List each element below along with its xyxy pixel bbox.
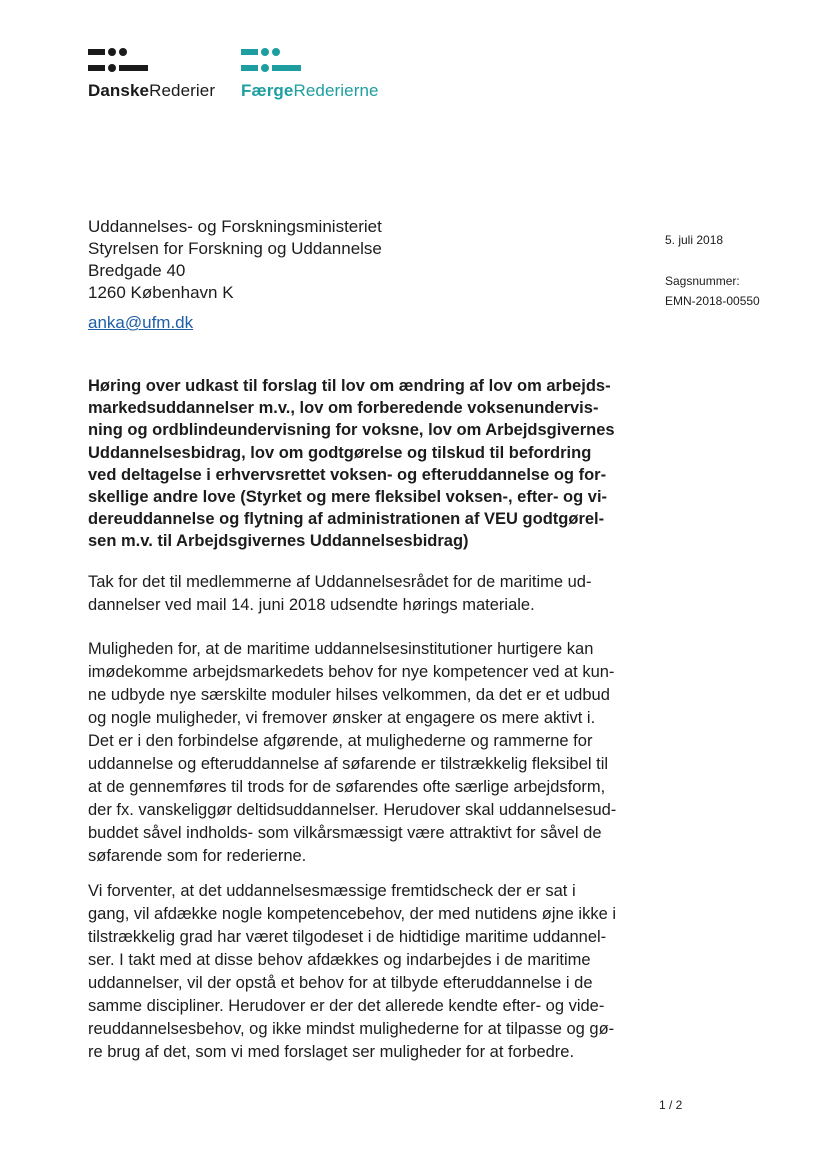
faerge-rederierne-logo-text: FærgeRederierne	[241, 81, 379, 100]
subject-line: markedsuddannelser m.v., lov om forberedende voksenundervis-	[88, 399, 599, 418]
danske-rederier-logo-mark	[88, 46, 148, 74]
paragraph-line: re brug af det, som vi med forslaget ser muligheder for at forbedre.	[88, 1043, 575, 1061]
paragraph-line: og nogle muligheder, vi fremover ønsker at engagere os mere aktivt i.	[88, 709, 596, 727]
recipient-line: Uddannelses- og Forskningsministeriet	[88, 217, 382, 236]
paragraph-line: Muligheden for, at de maritime uddannelsesinstitutioner hurtigere kan	[88, 640, 594, 658]
paragraph-line: Vi forventer, at det uddannelsesmæssige fremtidscheck der er sat i	[88, 882, 576, 900]
subject-line: sen m.v. til Arbejdsgivernes Uddannelsesbidrag)	[88, 532, 469, 551]
paragraph-line: ser. I takt med at disse behov afdækkes og indarbejdes i de maritime	[88, 951, 591, 969]
recipient-line: 1260 København K	[88, 283, 234, 302]
recipient-address	[88, 216, 382, 304]
danske-rederier-logo-text: DanskeRederier	[88, 81, 216, 100]
danske-rederier-logo	[88, 46, 215, 101]
paragraph-line: imødekomme arbejdsmarkedets behov for nye kompetencer ved at kun-	[88, 663, 615, 681]
paragraph-line: samme discipliner. Herudover er der det allerede kendte efter- og vide-	[88, 997, 605, 1015]
paragraph-line: buddet såvel indholds- som vilkårsmæssigt være attraktivt for såvel de	[88, 824, 602, 842]
subject-line: skellige andre love (Styrket og mere fleksibel voksen-, efter- og vi-	[88, 488, 608, 507]
letter-date: 5. juli 2018	[665, 233, 724, 247]
subject-line: dereuddannelse og flytning af administrationen af VEU godtgørel-	[88, 510, 605, 529]
paragraph-line: Tak for det til medlemmerne af Uddannelsesrådet for de maritime ud-	[88, 573, 592, 591]
paragraph-line: at de gennemføres til trods for de søfarendes ofte særlige arbejdsform,	[88, 778, 606, 796]
paragraph-line: uddannelse og efteruddannelse af søfarende er tilstrækkelig fleksibel til	[88, 755, 609, 773]
subject-line: Høring over udkast til forslag til lov om ændring af lov om arbejds-	[88, 377, 611, 395]
letter-subject	[88, 375, 628, 553]
faerge-rederierne-logo	[241, 46, 379, 101]
subject-line: ved deltagelse i erhvervsrettet voksen- og efteruddannelse og for-	[88, 465, 607, 484]
case-number-label: Sagsnummer:	[665, 274, 740, 288]
case-number: EMN-2018-00550	[665, 294, 760, 308]
faerge-rederierne-logo-mark	[241, 46, 301, 74]
paragraph-line: der fx. vanskeliggør deltidsuddannelser. Herudover skal uddannelsesud-	[88, 801, 617, 819]
page-number: 1 / 2	[659, 1098, 683, 1112]
recipient-line: Styrelsen for Forskning og Uddannelse	[88, 239, 382, 258]
paragraph-line: gang, vil afdække nogle kompetencebehov, der med nutidens øjne ikke i	[88, 905, 617, 923]
paragraph-line: tilstrækkelig grad har været tilgodeset i de hidtidige maritime uddannel-	[88, 928, 607, 946]
paragraph-line: uddannelser, vil der opstå et behov for at tilbyde efteruddannelse i de	[88, 974, 593, 992]
paragraph-line: Det er i den forbindelse afgørende, at mulighederne og rammerne for	[88, 732, 593, 750]
paragraph-line: søfarende som for rederierne.	[88, 847, 307, 865]
paragraph-line: dannelser ved mail 14. juni 2018 udsendte hørings materiale.	[88, 596, 535, 614]
body-paragraph-1	[88, 571, 633, 617]
paragraph-line: ne udbyde nye særskilte moduler hilses velkommen, da det er et udbud	[88, 686, 610, 704]
body-paragraph-3	[88, 880, 633, 1064]
recipient-email-link[interactable]: anka@ufm.dk	[88, 313, 194, 332]
subject-line: Uddannelsesbidrag, lov om godtgørelse og tilskud til befordring	[88, 443, 592, 462]
subject-line: ning og ordblindeundervisning for voksne, lov om Arbejdsgivernes	[88, 421, 615, 440]
body-paragraph-2	[88, 638, 633, 868]
recipient-line: Bredgade 40	[88, 261, 186, 280]
paragraph-line: reuddannelsesbehov, og ikke mindst mulighederne for at tilpasse og gø-	[88, 1020, 615, 1038]
